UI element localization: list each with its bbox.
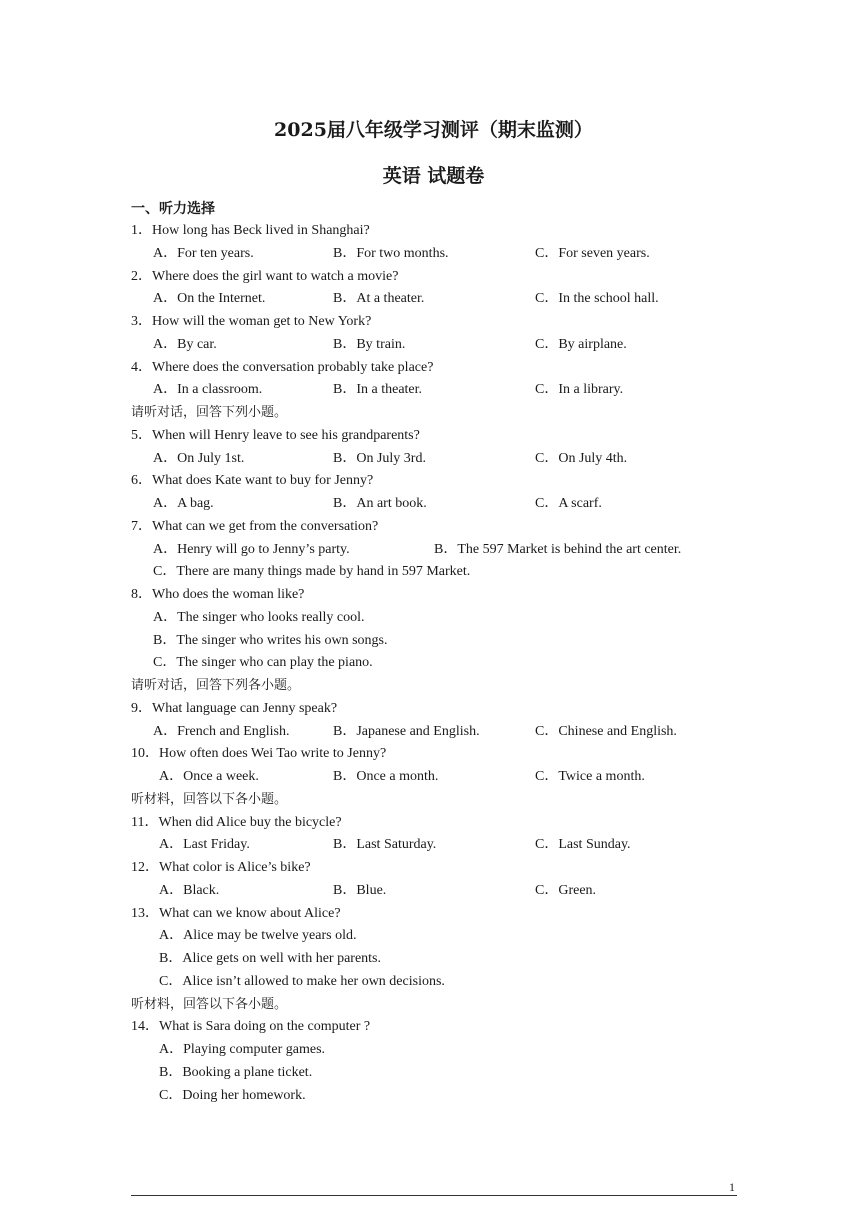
q1-option-c: C．For seven years. [535, 246, 650, 261]
question-3: 3．How will the woman get to New York? [131, 314, 372, 329]
q7-option-a: A．Henry will go to Jenny’s party. [153, 542, 350, 557]
q13-option-b: B．Alice gets on well with her parents. [159, 951, 382, 966]
q10-option-b: B．Once a month. [333, 769, 439, 784]
q14-option-a: A．Playing computer games. [159, 1042, 326, 1057]
question-2: 2．Where does the girl want to watch a movie? [131, 269, 399, 284]
q6-option-c: C．A scarf. [535, 496, 602, 511]
instruction-3: 听材料，回答以下各小题。 [131, 792, 288, 807]
question-12: 12．What color is Alice’s bike? [131, 860, 311, 875]
instruction-4: 听材料，回答以下各小题。 [131, 997, 288, 1012]
section-heading: 一、听力选择 [131, 201, 215, 217]
q9-option-c: C．Chinese and English. [535, 724, 677, 739]
q14-option-b: B．Booking a plane ticket. [159, 1065, 313, 1080]
question-9: 9．What language can Jenny speak? [131, 701, 338, 716]
page-number: 1 [729, 1180, 735, 1194]
page-subtitle: 英语 试题卷 [382, 165, 485, 187]
q9-option-b: B．Japanese and English. [333, 724, 480, 739]
question-10: 10．How often does Wei Tao write to Jenny? [131, 746, 387, 761]
footer-divider [131, 1195, 737, 1196]
q2-option-b: B．At a theater. [333, 291, 425, 306]
q12-option-a: A．Black. [159, 883, 220, 898]
q5-option-c: C．On July 4th. [535, 451, 628, 466]
q13-option-a: A．Alice may be twelve years old. [159, 928, 357, 943]
q12-option-b: B．Blue. [333, 883, 387, 898]
q6-option-a: A．A bag. [153, 496, 214, 511]
page-title: 2025届八年级学习测评（期末监测） [274, 119, 593, 141]
q10-option-c: C．Twice a month. [535, 769, 645, 784]
q10-option-a: A．Once a week. [159, 769, 259, 784]
q4-option-a: A．In a classroom. [153, 382, 263, 397]
q11-option-a: A．Last Friday. [159, 837, 250, 852]
instruction-1: 请听对话，回答下列小题。 [131, 405, 288, 420]
q3-option-a: A．By car. [153, 337, 217, 352]
q1-option-b: B．For two months. [333, 246, 449, 261]
question-7: 7．What can we get from the conversation? [131, 519, 379, 534]
question-1: 1．How long has Beck lived in Shanghai? [131, 223, 370, 238]
question-13: 13．What can we know about Alice? [131, 906, 341, 921]
q3-option-b: B．By train. [333, 337, 406, 352]
q1-option-a: A．For ten years. [153, 246, 254, 261]
question-14: 14．What is Sara doing on the computer ? [131, 1019, 371, 1034]
q11-option-b: B．Last Saturday. [333, 837, 437, 852]
q8-option-a: A．The singer who looks really cool. [153, 610, 365, 625]
q4-option-b: B．In a theater. [333, 382, 423, 397]
question-4: 4．Where does the conversation probably take place? [131, 360, 434, 375]
q7-option-b: B．The 597 Market is behind the art center. [434, 542, 682, 557]
q11-option-c: C．Last Sunday. [535, 837, 631, 852]
question-8: 8．Who does the woman like? [131, 587, 305, 602]
q7-option-c: C．There are many things made by hand in 597 Market. [153, 564, 471, 579]
q6-option-b: B．An art book. [333, 496, 427, 511]
question-6: 6．What does Kate want to buy for Jenny? [131, 473, 374, 488]
question-11: 11．When did Alice buy the bicycle? [131, 815, 342, 830]
q13-option-c: C．Alice isn’t allowed to make her own decisions. [159, 974, 445, 989]
q8-option-c: C．The singer who can play the piano. [153, 655, 373, 670]
q14-option-c: C．Doing her homework. [159, 1088, 306, 1103]
q5-option-b: B．On July 3rd. [333, 451, 426, 466]
q3-option-c: C．By airplane. [535, 337, 627, 352]
q2-option-c: C．In the school hall. [535, 291, 659, 306]
q4-option-c: C．In a library. [535, 382, 624, 397]
q9-option-a: A．French and English. [153, 724, 290, 739]
instruction-2: 请听对话，回答下列各小题。 [131, 678, 301, 693]
q2-option-a: A．On the Internet. [153, 291, 266, 306]
q8-option-b: B．The singer who writes his own songs. [153, 633, 388, 648]
q12-option-c: C．Green. [535, 883, 597, 898]
question-5: 5．When will Henry leave to see his grandparents? [131, 428, 420, 443]
q5-option-a: A．On July 1st. [153, 451, 245, 466]
